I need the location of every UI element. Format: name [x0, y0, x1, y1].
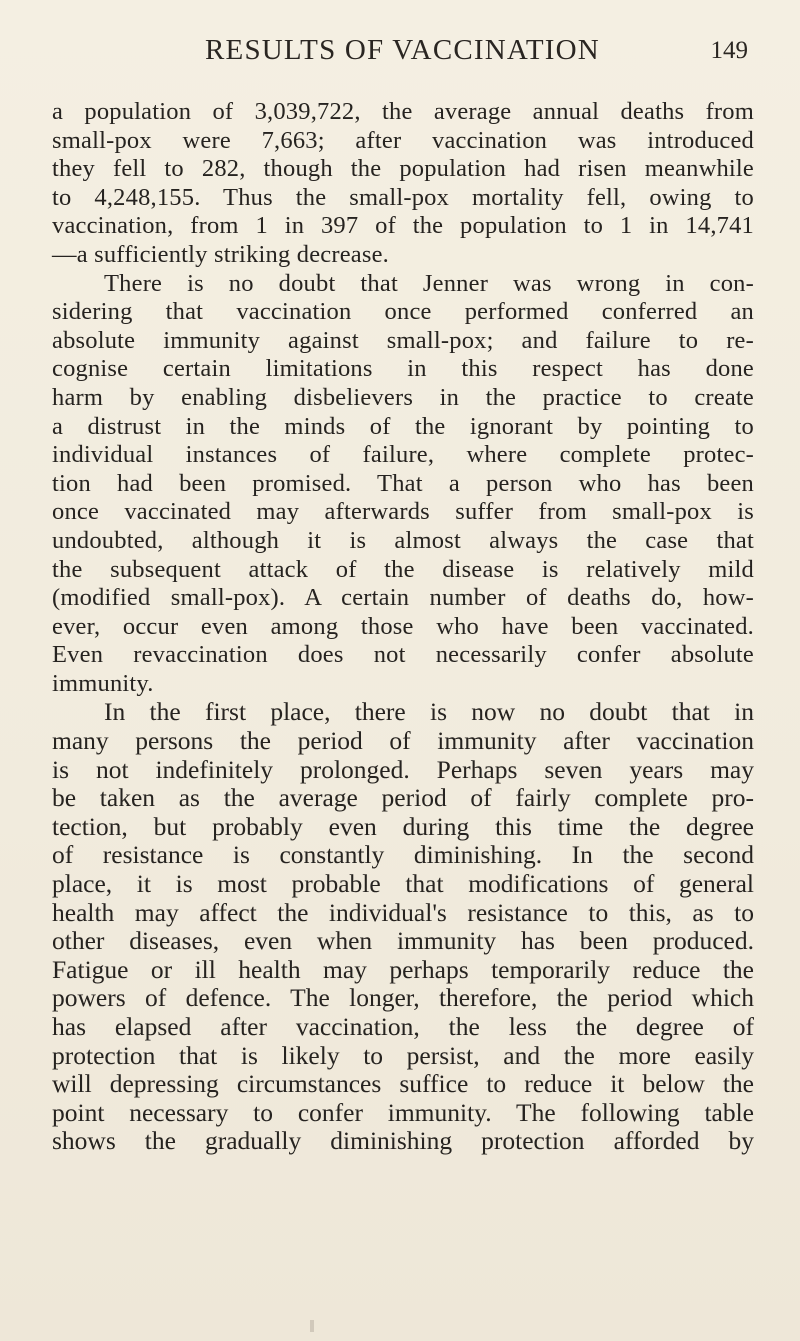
running-title: RESULTS OF VACCINATION [205, 34, 600, 66]
text-line: of resistance is constantly diminishing. In the second [52, 840, 754, 870]
text-line: be taken as the average period of fairly complete pro- [52, 783, 754, 813]
page-number: 149 [710, 37, 748, 64]
text-line: to 4,248,155. Thus the small-pox mortality fell, owing to [52, 183, 754, 211]
text-line: harm by enabling disbelievers in the practice to create [52, 383, 754, 411]
paper-speck [310, 1320, 314, 1332]
body-text [52, 98, 754, 1156]
text-line: protection that is likely to persist, and the more easily [52, 1040, 754, 1070]
running-head [205, 34, 750, 74]
text-line: a population of 3,039,722, the average annual deaths from [52, 98, 754, 125]
text-line: immunity. [52, 669, 154, 697]
text-line: sidering that vaccination once performed conferred an [52, 298, 754, 326]
text-line: vaccination, from 1 in 397 of the population to 1 in 14,741 [52, 212, 754, 240]
text-line: many persons the period of immunity after vaccination [52, 726, 754, 756]
text-line: Even revaccination does not necessarily confer absolute [52, 641, 754, 669]
text-line: is not indefinitely prolonged. Perhaps seven years may [52, 754, 754, 784]
text-line: individual instances of failure, where complete protec- [52, 441, 754, 469]
text-line: ever, occur even among those who have been vaccinated. [52, 612, 754, 640]
text-line: tection, but probably even during this time the degree [52, 811, 754, 841]
text-line: health may affect the individual's resistance to this, as to [52, 897, 754, 927]
text-line: There is no doubt that Jenner was wrong in con- [104, 269, 754, 297]
text-line: small-pox were 7,663; after vaccination was introduced [52, 126, 754, 154]
text-line: cognise certain limitations in this respect has done [52, 355, 754, 383]
text-line: once vaccinated may afterwards suffer from small-pox is [52, 498, 754, 526]
text-line: shows the gradually diminishing protection afforded by [52, 1126, 754, 1156]
text-line: In the first place, there is now no doubt that in [104, 697, 754, 727]
text-line: a distrust in the minds of the ignorant by pointing to [52, 412, 754, 440]
text-line: Fatigue or ill health may perhaps temporarily reduce the [52, 954, 754, 984]
text-line: other diseases, even when immunity has been produced. [52, 926, 754, 956]
paragraph-3 [52, 698, 754, 1156]
text-line: they fell to 282, though the populati⁠on had risen meanwhile [52, 155, 754, 183]
paragraph-1 [52, 98, 754, 270]
text-line: —a sufficiently striking decrease. [52, 240, 389, 268]
text-line: undoubted, although it is almost always the case that [52, 526, 754, 554]
text-line: powers of defence. The longer, therefore, the period which [52, 983, 754, 1013]
text-line: the subsequent attack of the disease is relatively mild [52, 555, 754, 583]
text-line: absolute immunity against small-pox; and failure to re- [52, 326, 754, 354]
text-line: (modified small-pox). A certain number of deaths do, how- [52, 584, 754, 612]
text-line: place, it is most probable that modifications of general [52, 869, 754, 899]
text-line: will depressing circumstances suffice to reduce it below the [52, 1069, 754, 1099]
text-line: point necessary to confer immunity. The following table [52, 1097, 754, 1127]
text-line: tion had been promised. That a person who has been [52, 469, 754, 497]
paragraph-2 [52, 270, 754, 699]
text-line: has elapsed after vaccination, the less the degree of [52, 1012, 754, 1041]
